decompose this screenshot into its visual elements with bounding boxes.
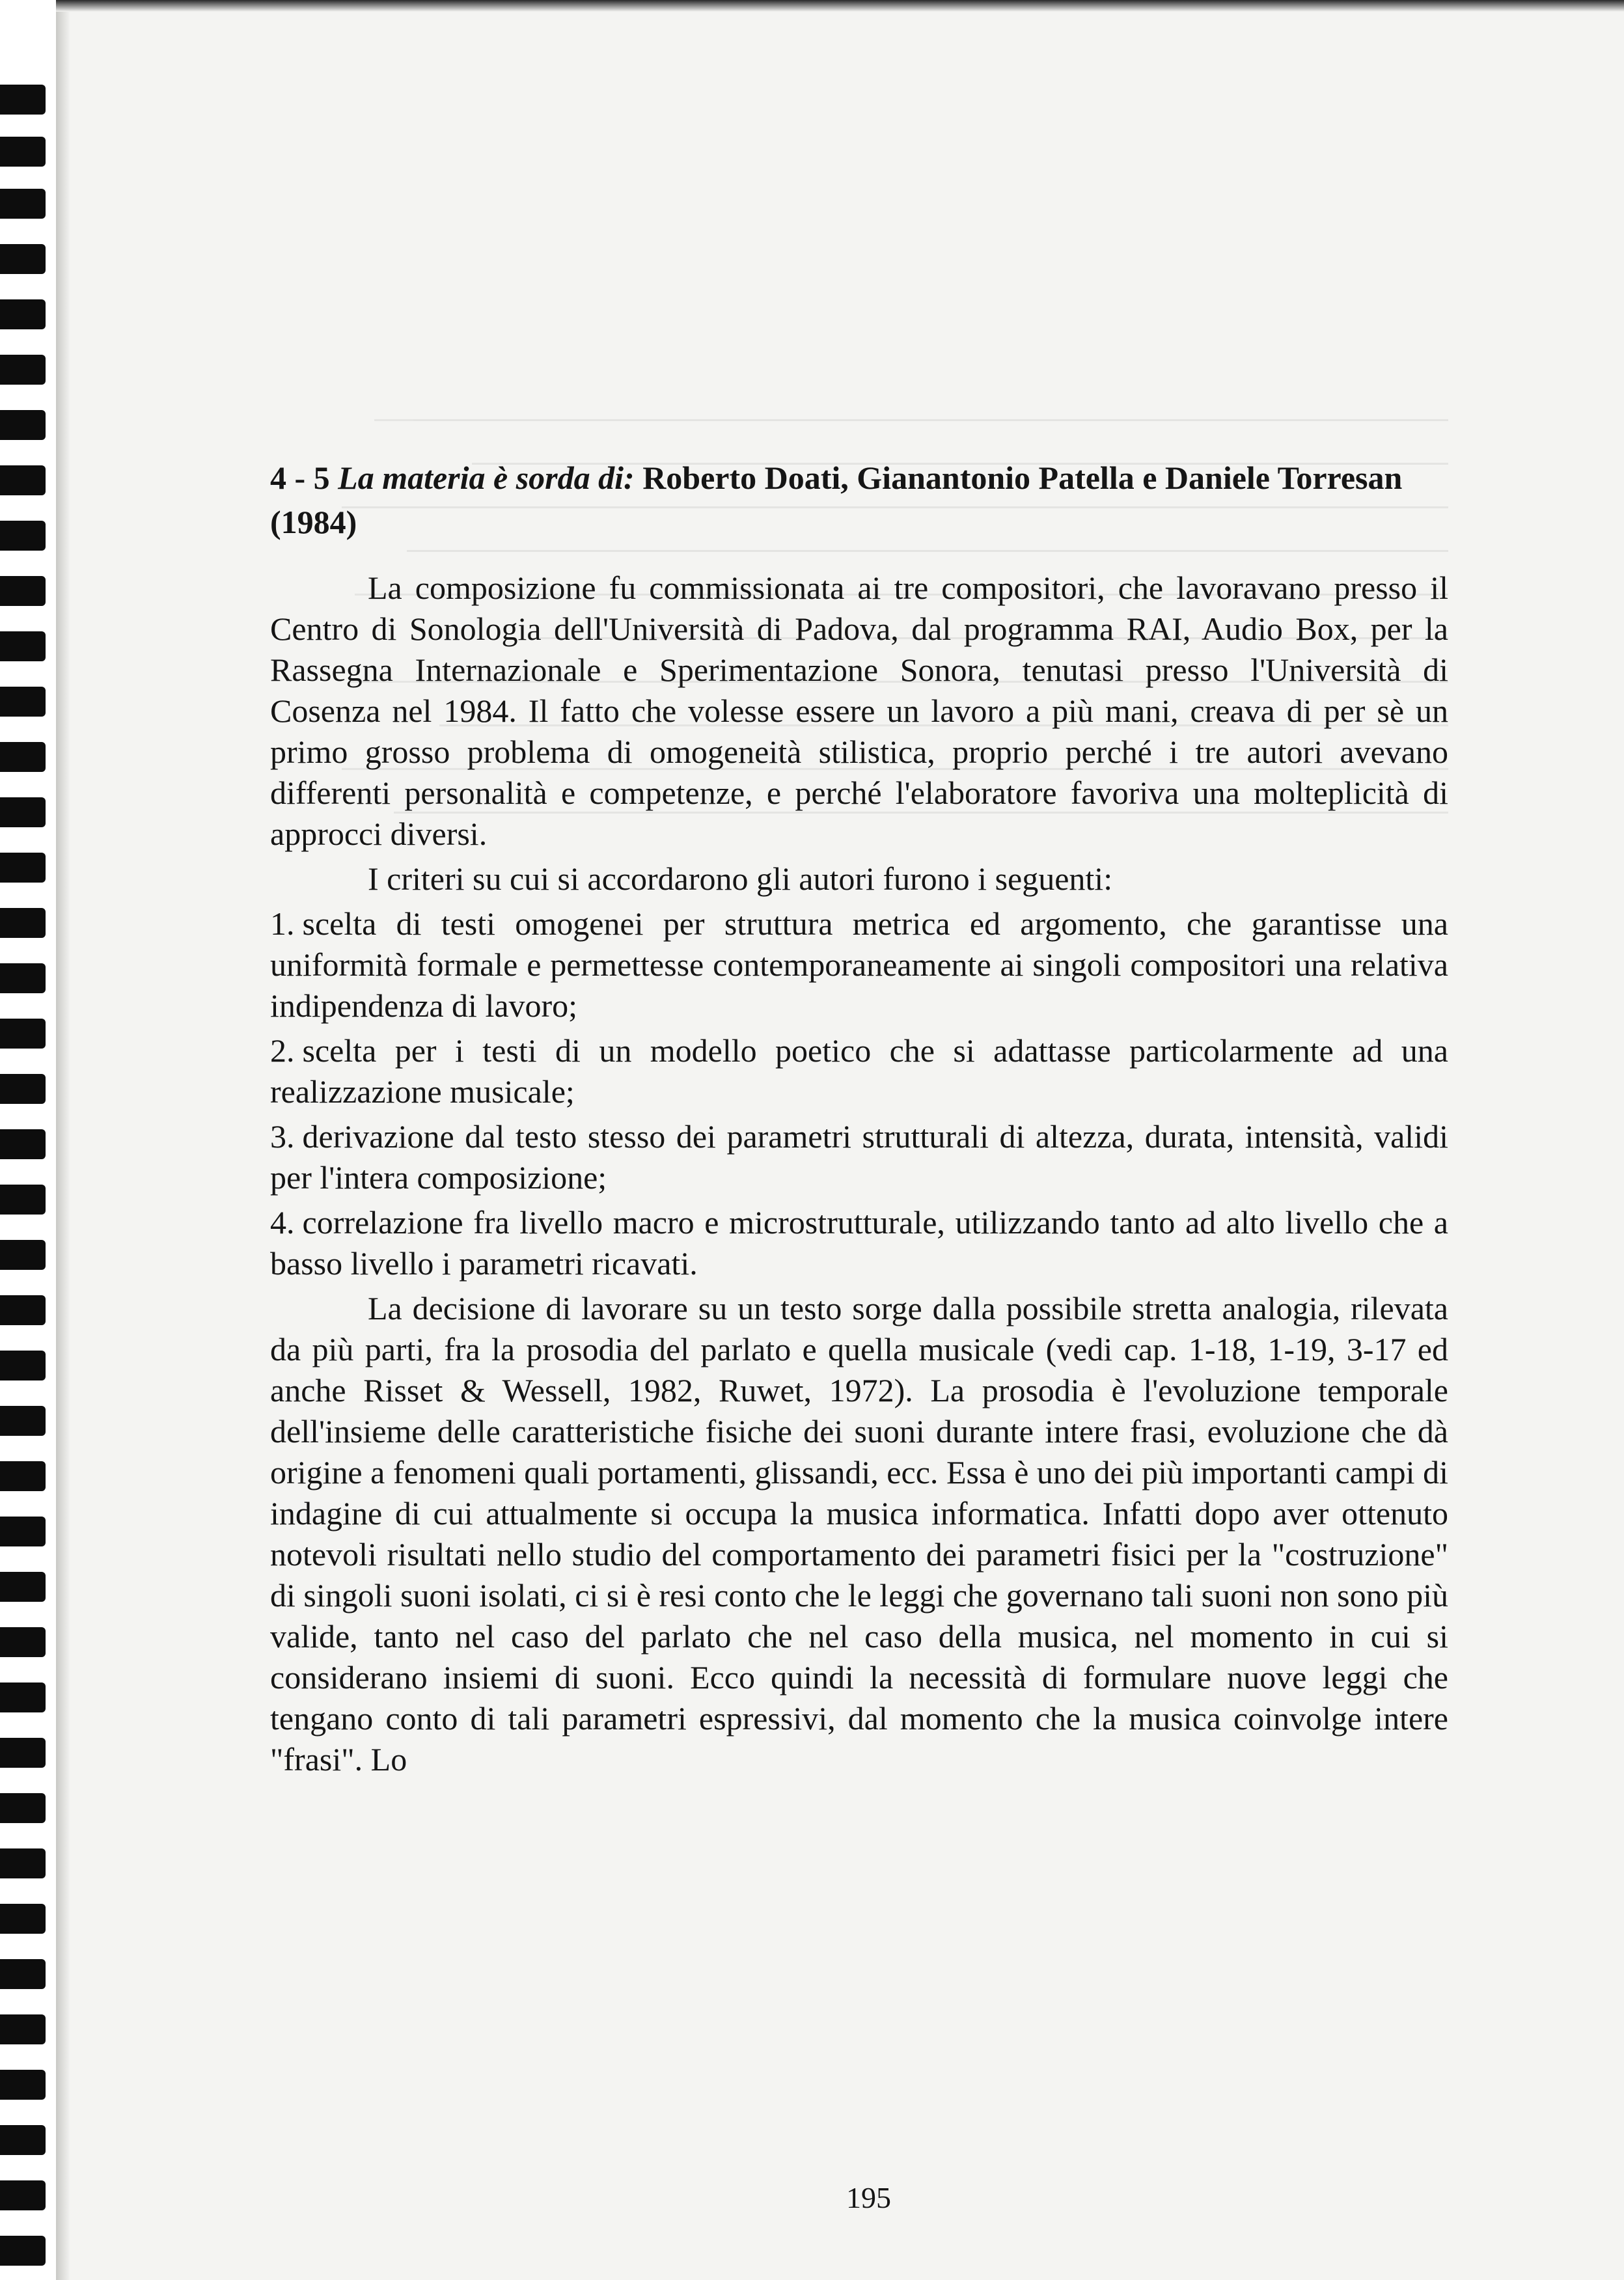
binding-hole [0,1185,46,1215]
binding-hole [0,410,46,440]
criteria-number: 3. [270,1118,295,1155]
binding-hole [0,853,46,883]
criteria-item [270,1116,1448,1198]
criteria-text: scelta di testi omogenei per struttura metrica ed argomento, che garantisse una uniformità formale e permettesse contemporaneamente ai singoli compositori una relativa indipendenza di lavoro; [270,905,1448,1024]
binding-hole [0,299,46,329]
criteria-text: scelta per i testi di un modello poetico che si adattasse particolarmente ad una realizzazione musicale; [270,1032,1448,1110]
binding-hole [0,2236,46,2266]
criteria-text: derivazione dal testo stesso dei parametri strutturali di altezza, durata, intensità, validi per l'intera composizione; [270,1118,1448,1196]
criteria-item [270,1030,1448,1112]
binding-hole [0,2014,46,2044]
criteria-text: correlazione fra livello macro e microstrutturale, utilizzando tanto ad alto livello che a basso livello i parametri ricavati. [270,1204,1448,1282]
binding-hole [0,687,46,717]
criteria-number: 1. [270,905,295,942]
binding-hole [0,1627,46,1657]
binding-hole [0,2125,46,2155]
section-heading [270,456,1448,544]
binding-hole [0,1848,46,1878]
binding-hole [0,1793,46,1823]
binding-hole [0,631,46,661]
binding-hole [0,137,46,167]
binding-hole [0,1572,46,1602]
binding-hole [0,742,46,772]
binding-hole [0,1351,46,1380]
binding-hole [0,1295,46,1325]
criteria-item [270,1202,1448,1284]
document-body [270,456,1448,1784]
spiral-binding [0,0,56,2280]
binding-hole [0,355,46,385]
binding-hole [0,1517,46,1546]
section-title-italic: La materia è sorda di: [338,460,635,496]
binding-hole [0,1074,46,1104]
binding-hole [0,521,46,551]
criteria-number: 2. [270,1032,295,1069]
binding-hole [0,465,46,495]
paragraph-prosody: La decisione di lavorare su un testo sorge dalla possibile stretta analogia, rilevata da più parti, fra la prosodia del parlato e quella musicale (vedi cap. 1-18, 1-19, 3-17 ed anche Risset & Wessell, 1982, Ruwet, 1972). La prosodia è l'evoluzione temporale dell'insieme delle caratteristiche fisiche dei suoni durante intere frasi, evoluzione che dà origine a fenomeni quali portamenti, glissandi, ecc. Essa è uno dei più importanti campi di indagine di cui attualmente si occupa la musica informatica. Infatti dopo aver ottenuto notevoli risultati nello studio del comportamento dei parametri fisici per la "costruzione" di singoli suoni isolati, ci si è resi conto che le leggi che governano tali suoni non sono più valide, tanto nel caso del parlato che nel caso della musica, nel momento in cui si considerano insiemi di suoni. Ecco quindi la necessità di formulare nuove leggi che tengano conto di tali parametri espressivi, dal momento che la musica coinvolge intere "frasi". Lo [270,1290,1448,1778]
section-number: 4 - 5 [270,460,330,496]
binding-hole [0,1738,46,1768]
binding-hole [0,2180,46,2210]
binding-hole [0,576,46,606]
binding-hole [0,963,46,993]
binding-hole [0,1959,46,1989]
page-edge-shadow [56,0,70,2280]
binding-hole [0,1461,46,1491]
binding-hole [0,2070,46,2100]
page-top-edge [56,0,1624,12]
binding-hole [0,1683,46,1712]
binding-hole [0,85,46,115]
section-authors: Roberto Doati, Gianantonio Patella e Daniele Torresan (1984) [270,460,1403,540]
binding-hole [0,908,46,938]
paragraph-criteria-intro: I criteri su cui si accordarono gli autori furono i seguenti: [368,860,1113,897]
criteria-item [270,903,1448,1026]
binding-hole [0,1129,46,1159]
binding-hole [0,1406,46,1436]
binding-hole [0,189,46,219]
binding-hole [0,1904,46,1934]
page-number: 195 [846,2181,891,2214]
binding-hole [0,1019,46,1049]
criteria-number: 4. [270,1204,295,1241]
binding-hole [0,1240,46,1270]
paragraph-commission: La composizione fu commissionata ai tre compositori, che lavoravano presso il Centro di Sonologia dell'Università di Padova, dal programma RAI, Audio Box, per la Rassegna Internazionale e Sperimentazione Sonora, tenutasi presso l'Università di Cosenza nel 1984. Il fatto che volesse essere un lavoro a più mani, creava di per sè un primo grosso problema di omogeneità stilistica, proprio perché i tre autori avevano differenti personalità e competenze, e perché l'elaboratore favoriva una molteplicità di approcci diversi. [270,570,1448,852]
binding-hole [0,797,46,827]
binding-hole [0,244,46,274]
